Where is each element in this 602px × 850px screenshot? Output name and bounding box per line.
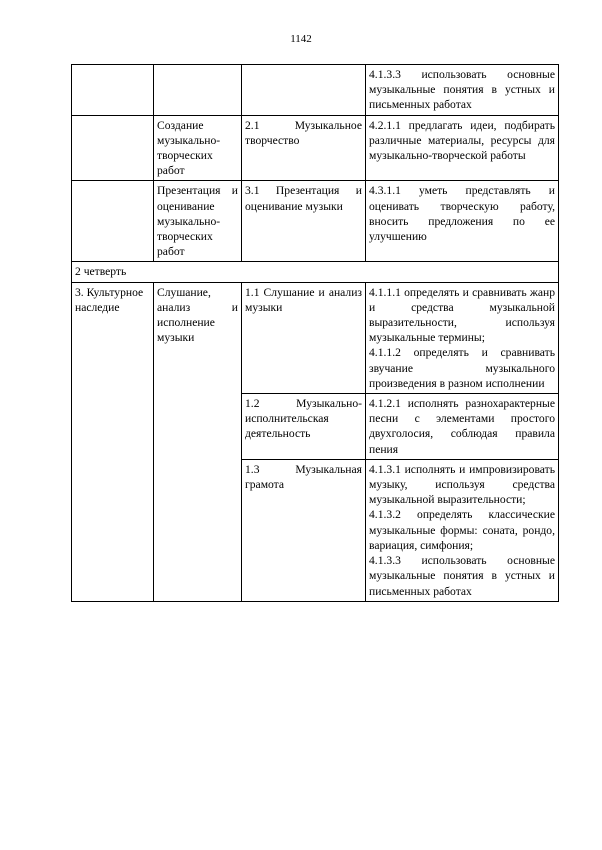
objective-item: 4.1.3.1 исполнять и импровизировать музыку, используя средства музыкальной выразительности; (369, 462, 555, 507)
objective-topic-cell: 2.1 Музыкальное творчество (242, 115, 366, 181)
subsection-cell: Слушание, анализ и исполнение музыки (154, 282, 242, 601)
objective-topic-cell: 1.2 Музыкально-исполнительская деятельность (242, 394, 366, 460)
quarter-row (72, 262, 559, 282)
table-cell: 4.1.3.3 использовать основные музыкальные понятия в устных и письменных работах (366, 65, 559, 116)
learning-objective-cell (366, 459, 559, 601)
table-cell (242, 65, 366, 116)
objective-topic-cell: 1.1 Слушание и анализ музыки (242, 282, 366, 393)
table-row (72, 65, 559, 116)
objective-item: 4.1.3.3 использовать основные музыкальные понятия в устных и письменных работах (369, 554, 555, 598)
table-cell (72, 65, 154, 116)
table-cell (72, 115, 154, 181)
table-row (72, 181, 559, 262)
objective-topic-cell: 1.3 Музыкальная грамота (242, 459, 366, 601)
objective-item: 4.1.1.1 определять и сравнивать жанр и средства музыкальной выразительности, используя музыкальные термины; (369, 285, 555, 345)
table-row (72, 115, 559, 181)
objective-topic-cell: 3.1 Презентация и оценивание музыки (242, 181, 366, 262)
learning-objective-cell: 4.2.1.1 предлагать идеи, подбирать различные материалы, ресурсы для музыкально-творческой работы (366, 115, 559, 181)
page-number: 1142 (290, 33, 312, 45)
table-cell (72, 181, 154, 262)
table-cell (154, 65, 242, 116)
objective-item: 4.1.1.2 определять и сравнивать звучание музыкального произведения в разном исполнении (369, 346, 555, 390)
table-row (72, 282, 559, 393)
section-cell: 3. Культурное наследие (72, 282, 154, 601)
objective-item: 4.1.3.2 определять классические музыкальные формы: соната, рондо, вариация, симфония; (369, 508, 555, 552)
learning-objective-cell: 4.1.2.1 исполнять разнохарактерные песни с элементами простого двухголосия, соблюдая правила пения (366, 394, 559, 460)
subsection-cell: Создание музыкально-творческих работ (154, 115, 242, 181)
learning-objective-cell (366, 282, 559, 393)
curriculum-table (71, 64, 559, 602)
quarter-heading: 2 четверть (72, 262, 559, 282)
subsection-cell: Презентация и оценивание музыкально-творческих работ (154, 181, 242, 262)
learning-objective-cell: 4.3.1.1 уметь представлять и оценивать творческую работу, вносить предложения по ее улучшению (366, 181, 559, 262)
